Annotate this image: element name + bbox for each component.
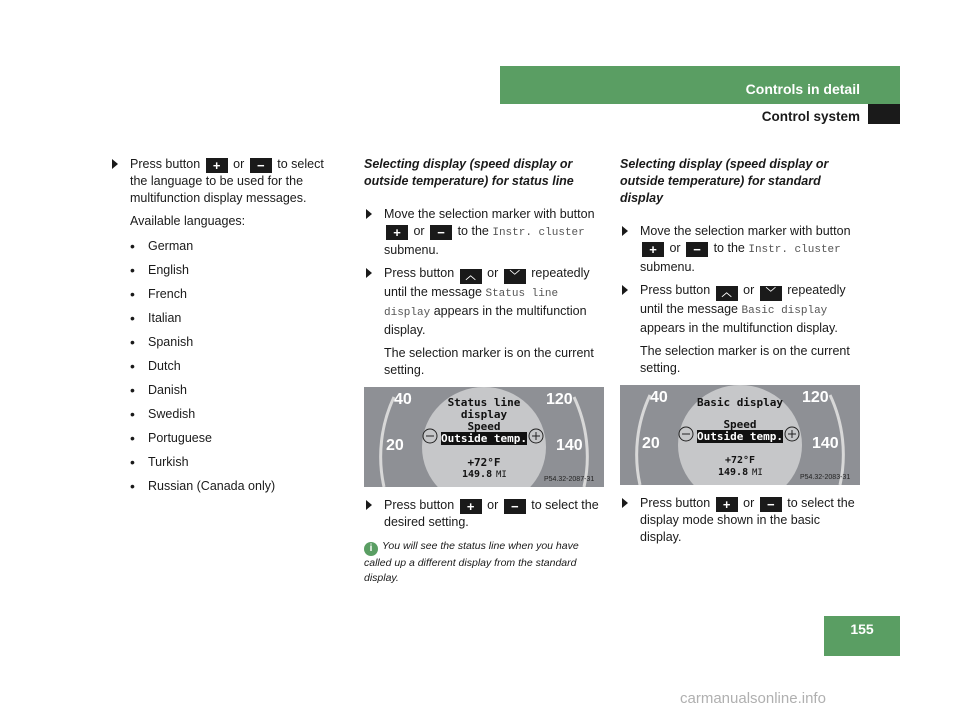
- step-text: or: [669, 241, 681, 255]
- menu-name: Instr. cluster: [492, 227, 585, 239]
- odometer-readout: 149.8: [718, 467, 749, 478]
- odometer-readout: 149.8: [462, 469, 493, 480]
- step-text: appears in the multifunction display.: [384, 304, 587, 337]
- minus-button-icon: −: [686, 242, 708, 257]
- plus-button-icon: +: [460, 499, 482, 514]
- display-title: display: [460, 408, 508, 421]
- list-item: • Spanish: [130, 334, 342, 358]
- gauge-label: 20: [642, 435, 660, 452]
- temperature-readout: +72°F: [724, 455, 756, 466]
- step-text: appears in the multifunction display.: [640, 321, 838, 335]
- section-title: Selecting display (speed display or outside temperature) for status line: [364, 157, 574, 188]
- step-arrow-icon: [112, 159, 118, 169]
- step-select-setting: [364, 497, 606, 531]
- list-item: • Dutch: [130, 358, 342, 382]
- minus-button-icon: −: [430, 225, 452, 240]
- down-button-icon: ﹀: [504, 269, 526, 284]
- language-list: [110, 238, 342, 502]
- step-text: repeatedly until the message: [384, 266, 590, 299]
- page-number: 155: [824, 616, 900, 656]
- section-header: Controls in detail: [500, 66, 900, 104]
- column-language: [110, 156, 342, 502]
- display-option-selected: Outside temp.: [696, 430, 784, 443]
- minus-button-icon: −: [250, 158, 272, 173]
- subsection-header: Control system: [761, 109, 860, 124]
- instrument-display-basic: [620, 385, 860, 485]
- column-status-line: [364, 156, 606, 586]
- odometer-unit: MI: [752, 468, 763, 478]
- info-text: You will see the status line when you have called up a different display from the standard display.: [364, 540, 579, 584]
- step-text: to select the display mode shown in the basic display.: [640, 496, 855, 544]
- plus-button-icon: +: [386, 225, 408, 240]
- gauge-label: 120: [546, 391, 573, 408]
- step-arrow-icon: [622, 285, 628, 295]
- step-text: to the: [713, 241, 745, 255]
- list-item: • English: [130, 262, 342, 286]
- display-title: Status line: [447, 396, 521, 409]
- step-text: submenu.: [384, 243, 439, 257]
- gauge-label: 140: [812, 435, 839, 452]
- step-press-repeatedly: [364, 265, 606, 339]
- display-option-selected: Outside temp.: [440, 432, 528, 445]
- step-move-marker: [364, 206, 606, 259]
- step-arrow-icon: [622, 226, 628, 236]
- step-select-display-mode: [620, 495, 864, 546]
- step-text: Press button: [384, 266, 455, 280]
- plus-button-icon: +: [716, 497, 738, 512]
- step-select-language: [110, 156, 342, 207]
- step-text: Press button: [130, 157, 201, 171]
- watermark[interactable]: carmanualsonline.info: [680, 690, 826, 707]
- step-text: Press button: [640, 283, 711, 297]
- step-arrow-icon: [366, 209, 372, 219]
- step-text: or: [743, 496, 755, 510]
- message-name: Basic display: [741, 305, 828, 317]
- section-title: Selecting display (speed display or outside temperature) for standard display: [620, 157, 829, 205]
- display-option: Speed: [467, 420, 501, 433]
- step-text: Move the selection marker with button: [640, 224, 851, 238]
- gauge-label: 40: [394, 391, 412, 408]
- figure-reference: P54.32-2083-31: [800, 474, 851, 481]
- step-text: Press button: [640, 496, 711, 510]
- step-text: or: [233, 157, 245, 171]
- down-button-icon: ﹀: [760, 286, 782, 301]
- list-item: • Danish: [130, 382, 342, 406]
- menu-name: Instr. cluster: [748, 244, 841, 256]
- list-item: • Portuguese: [130, 430, 342, 454]
- list-item: • French: [130, 286, 342, 310]
- step-text: or: [487, 266, 499, 280]
- step-text: to the: [457, 224, 489, 238]
- list-item: • Russian (Canada only): [130, 478, 342, 502]
- step-note: The selection marker is on the current setting.: [640, 344, 850, 375]
- step-press-repeatedly: [620, 282, 864, 337]
- step-text: submenu.: [640, 260, 695, 274]
- step-text: Press button: [384, 498, 455, 512]
- list-item: • German: [130, 238, 342, 262]
- display-title: Basic display: [696, 396, 784, 409]
- figure-reference: P54.32-2087-31: [544, 476, 595, 483]
- step-text: or: [743, 283, 755, 297]
- step-arrow-icon: [366, 268, 372, 278]
- gauge-label: 40: [650, 389, 668, 406]
- step-text: or: [413, 224, 425, 238]
- gauge-label: 140: [556, 437, 583, 454]
- step-arrow-icon: [622, 498, 628, 508]
- step-text: to select the desired setting.: [384, 498, 599, 529]
- header-marker: [868, 104, 900, 124]
- gauge-label: 20: [386, 437, 404, 454]
- temperature-readout: +72°F: [467, 456, 501, 469]
- minus-button-icon: −: [760, 497, 782, 512]
- info-note: [364, 539, 606, 586]
- step-arrow-icon: [366, 500, 372, 510]
- up-button-icon: ︿: [460, 269, 482, 284]
- minus-button-icon: −: [504, 499, 526, 514]
- list-item: • Italian: [130, 310, 342, 334]
- odometer-unit: MI: [496, 470, 507, 480]
- step-text: repeatedly until the message: [640, 283, 846, 316]
- plus-button-icon: +: [642, 242, 664, 257]
- step-text: Move the selection marker with button: [384, 207, 595, 221]
- available-languages-label: Available languages:: [130, 214, 246, 228]
- column-standard-display: [620, 156, 864, 552]
- list-item: • Turkish: [130, 454, 342, 478]
- up-button-icon: ︿: [716, 286, 738, 301]
- info-icon: i: [364, 542, 378, 556]
- step-note: The selection marker is on the current setting.: [384, 346, 594, 377]
- step-move-marker: [620, 223, 864, 276]
- plus-button-icon: +: [206, 158, 228, 173]
- instrument-display-status-line: [364, 387, 604, 487]
- step-text: or: [487, 498, 499, 512]
- message-name: Status line display: [384, 288, 559, 319]
- gauge-label: 120: [802, 389, 829, 406]
- display-option: Speed: [723, 418, 757, 431]
- step-text: to select the language to be used for the multifunction display messages.: [130, 157, 324, 205]
- list-item: • Swedish: [130, 406, 342, 430]
